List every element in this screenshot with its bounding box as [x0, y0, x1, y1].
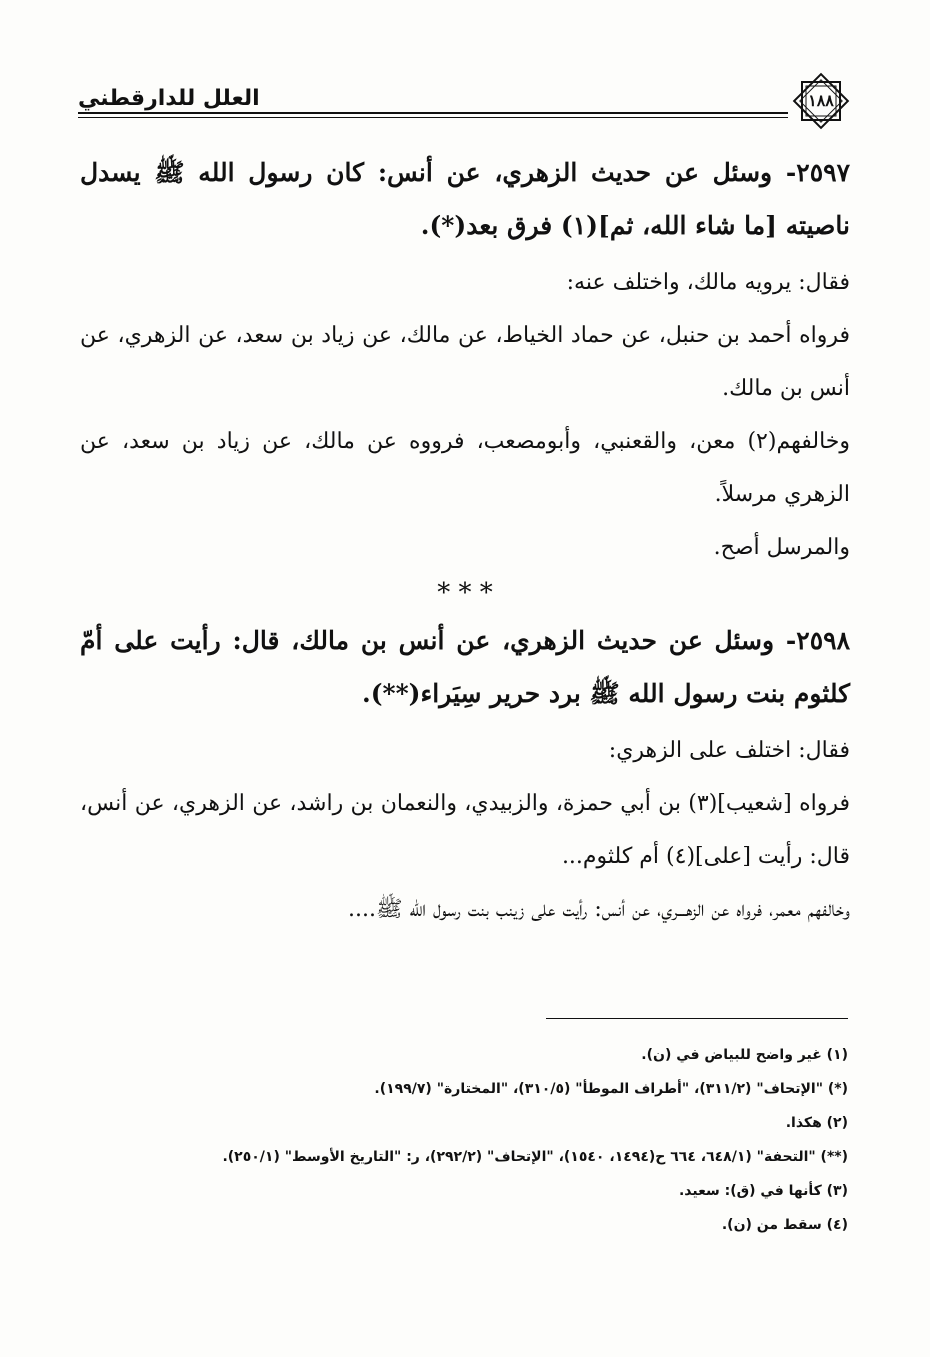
entry-heading: ٢٥٩٧- وسئل عن حديث الزهري، عن أنس: كان رسول الله ﷺ يسدل ناصيته [ما شاء الله، ثم](١) فرق بعد(*). — [80, 158, 850, 240]
entry-2597 — [80, 146, 850, 574]
paragraph: فرواه [شعيب](٣) بن أبي حمزة، والزبيدي، والنعمان بن راشد، عن الزهري، عن أنس، قال: رأيت [على](٤) أم كلثوم... — [80, 791, 850, 869]
footnotes — [80, 1038, 848, 1242]
page-number: ١٨٨ — [808, 91, 834, 110]
page-header — [78, 72, 850, 132]
entry-2598 — [80, 614, 850, 936]
page-number-badge — [792, 72, 850, 130]
paragraph: فقال: يرويه مالك، واختلف عنه: — [566, 270, 850, 295]
paragraph: وخالفهم(٢) معن، والقعنبي، وأبومصعب، فرووه عن مالك، عن زياد بن سعد، عن الزهري مرسلاً. — [80, 429, 850, 507]
footnote: (*) "الإتحاف" (٣١١/٢)، "أطراف الموطأ" (٣١٠/٥)، "المختارة" (١٩٩/٧). — [374, 1081, 848, 1097]
main-text — [80, 140, 850, 936]
paragraph: وخالفهم معمر، فرواه عن الزهـــري، عن أنس: رأيت على زينب بنت رسول الله ﷺ.... — [347, 897, 850, 922]
footnote: (١) غير واضح للبياض في (ن). — [641, 1047, 848, 1063]
entry-heading: ٢٥٩٨- وسئل عن حديث الزهري، عن أنس بن مالك، قال: رأيت على أمّ كلثوم بنت رسول الله ﷺ برد حرير سِيَراء(**). — [80, 626, 850, 708]
header-rule-thin — [78, 117, 788, 118]
footnote: (٢) هكذا. — [785, 1115, 848, 1131]
footnote: (٣) كأنها في (ق): سعيد. — [678, 1183, 848, 1199]
footnote: (٤) سقط من (ن). — [721, 1217, 848, 1233]
section-separator: * * * — [437, 578, 493, 608]
paragraph: والمرسل أصح. — [713, 535, 850, 560]
footnote: (**) "التحفة" (٦٤٨/١، ٦٦٤ ح(١٤٩٤، ١٥٤٠)، "الإتحاف" (٢٩٢/٢)، ر: "التاريخ الأوسط" (٢٥٠/١). — [222, 1149, 848, 1165]
paragraph: فقال: اختلف على الزهري: — [608, 738, 850, 763]
header-rule-thick — [78, 112, 788, 114]
footnote-divider — [546, 1018, 848, 1019]
running-title: العلل للدارقطني — [78, 86, 260, 111]
paragraph: فرواه أحمد بن حنبل، عن حماد الخياط، عن مالك، عن زياد بن سعد، عن الزهري، عن أنس بن مالك. — [80, 323, 850, 401]
